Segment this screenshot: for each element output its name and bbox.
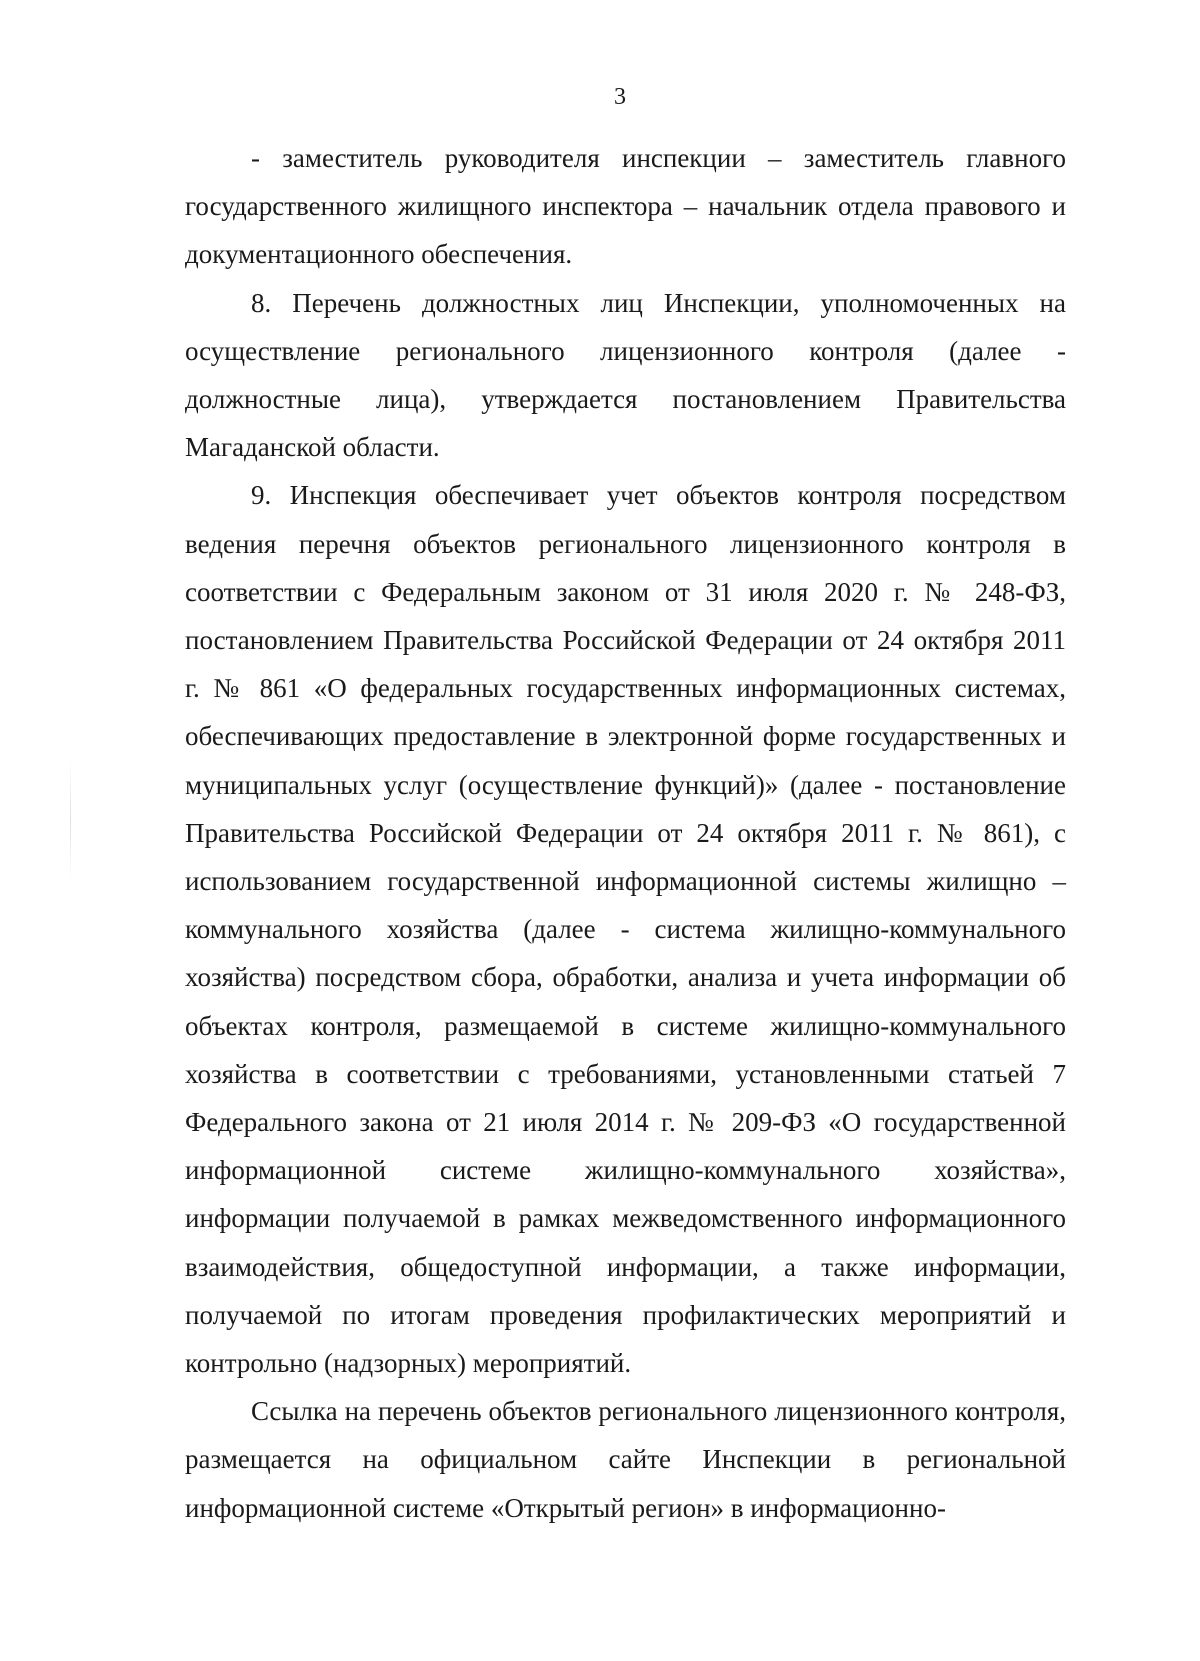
paragraph-registry-link: Ссылка на перечень объектов регионального лицензионного контроля, размещается на официальном сайте Инспекции в региональной информационной системе «Открытый регион» в информационно- bbox=[185, 1396, 1066, 1523]
paragraph-deputy-head: - заместитель руководителя инспекции – заместитель главного государственного жилищного инспектора – начальник отдела правового и документационного обеспечения. bbox=[185, 143, 1066, 270]
document-body bbox=[185, 134, 1066, 1532]
page-number: 3 bbox=[614, 84, 626, 110]
paragraph-9-objects-registry: 9. Инспекция обеспечивает учет объектов контроля посредством ведения перечня объектов регионального лицензионного контроля в соответствии с Федеральным законом от 31 июля 2020 г. № 248-ФЗ, постановлением Правительства Российской Федерации от 24 октября 2011 г. № 861 «О федеральных государственных информационных системах, обеспечивающих предоставление в электронной форме государственных и муниципальных услуг (осуществление функций)» (далее - постановление Правительства Российской Федерации от 24 октября 2011 г. № 861), с использованием государственной информационной системы жилищно – коммунального хозяйства (далее - система жилищно-коммунального хозяйства) посредством сбора, обработки, анализа и учета информации об объектах контроля, размещаемой в системе жилищно-коммунального хозяйства в соответствии с требованиями, установленными статьей 7 Федерального закона от 21 июля 2014 г. № 209-ФЗ «О государственной информационной системе жилищно-коммунального хозяйства», информации получаемой в рамках межведомственного информационного взаимодействия, общедоступной информации, а также информации, получаемой по итогам проведения профилактических мероприятий и контрольно (надзорных) мероприятий. bbox=[185, 480, 1066, 1379]
paragraph-8-officials-list: 8. Перечень должностных лиц Инспекции, уполномоченных на осуществление регионального лицензионного контроля (далее - должностные лица), утверждается постановлением Правительства Магаданской области. bbox=[185, 287, 1066, 463]
scan-artifact bbox=[70, 760, 71, 880]
